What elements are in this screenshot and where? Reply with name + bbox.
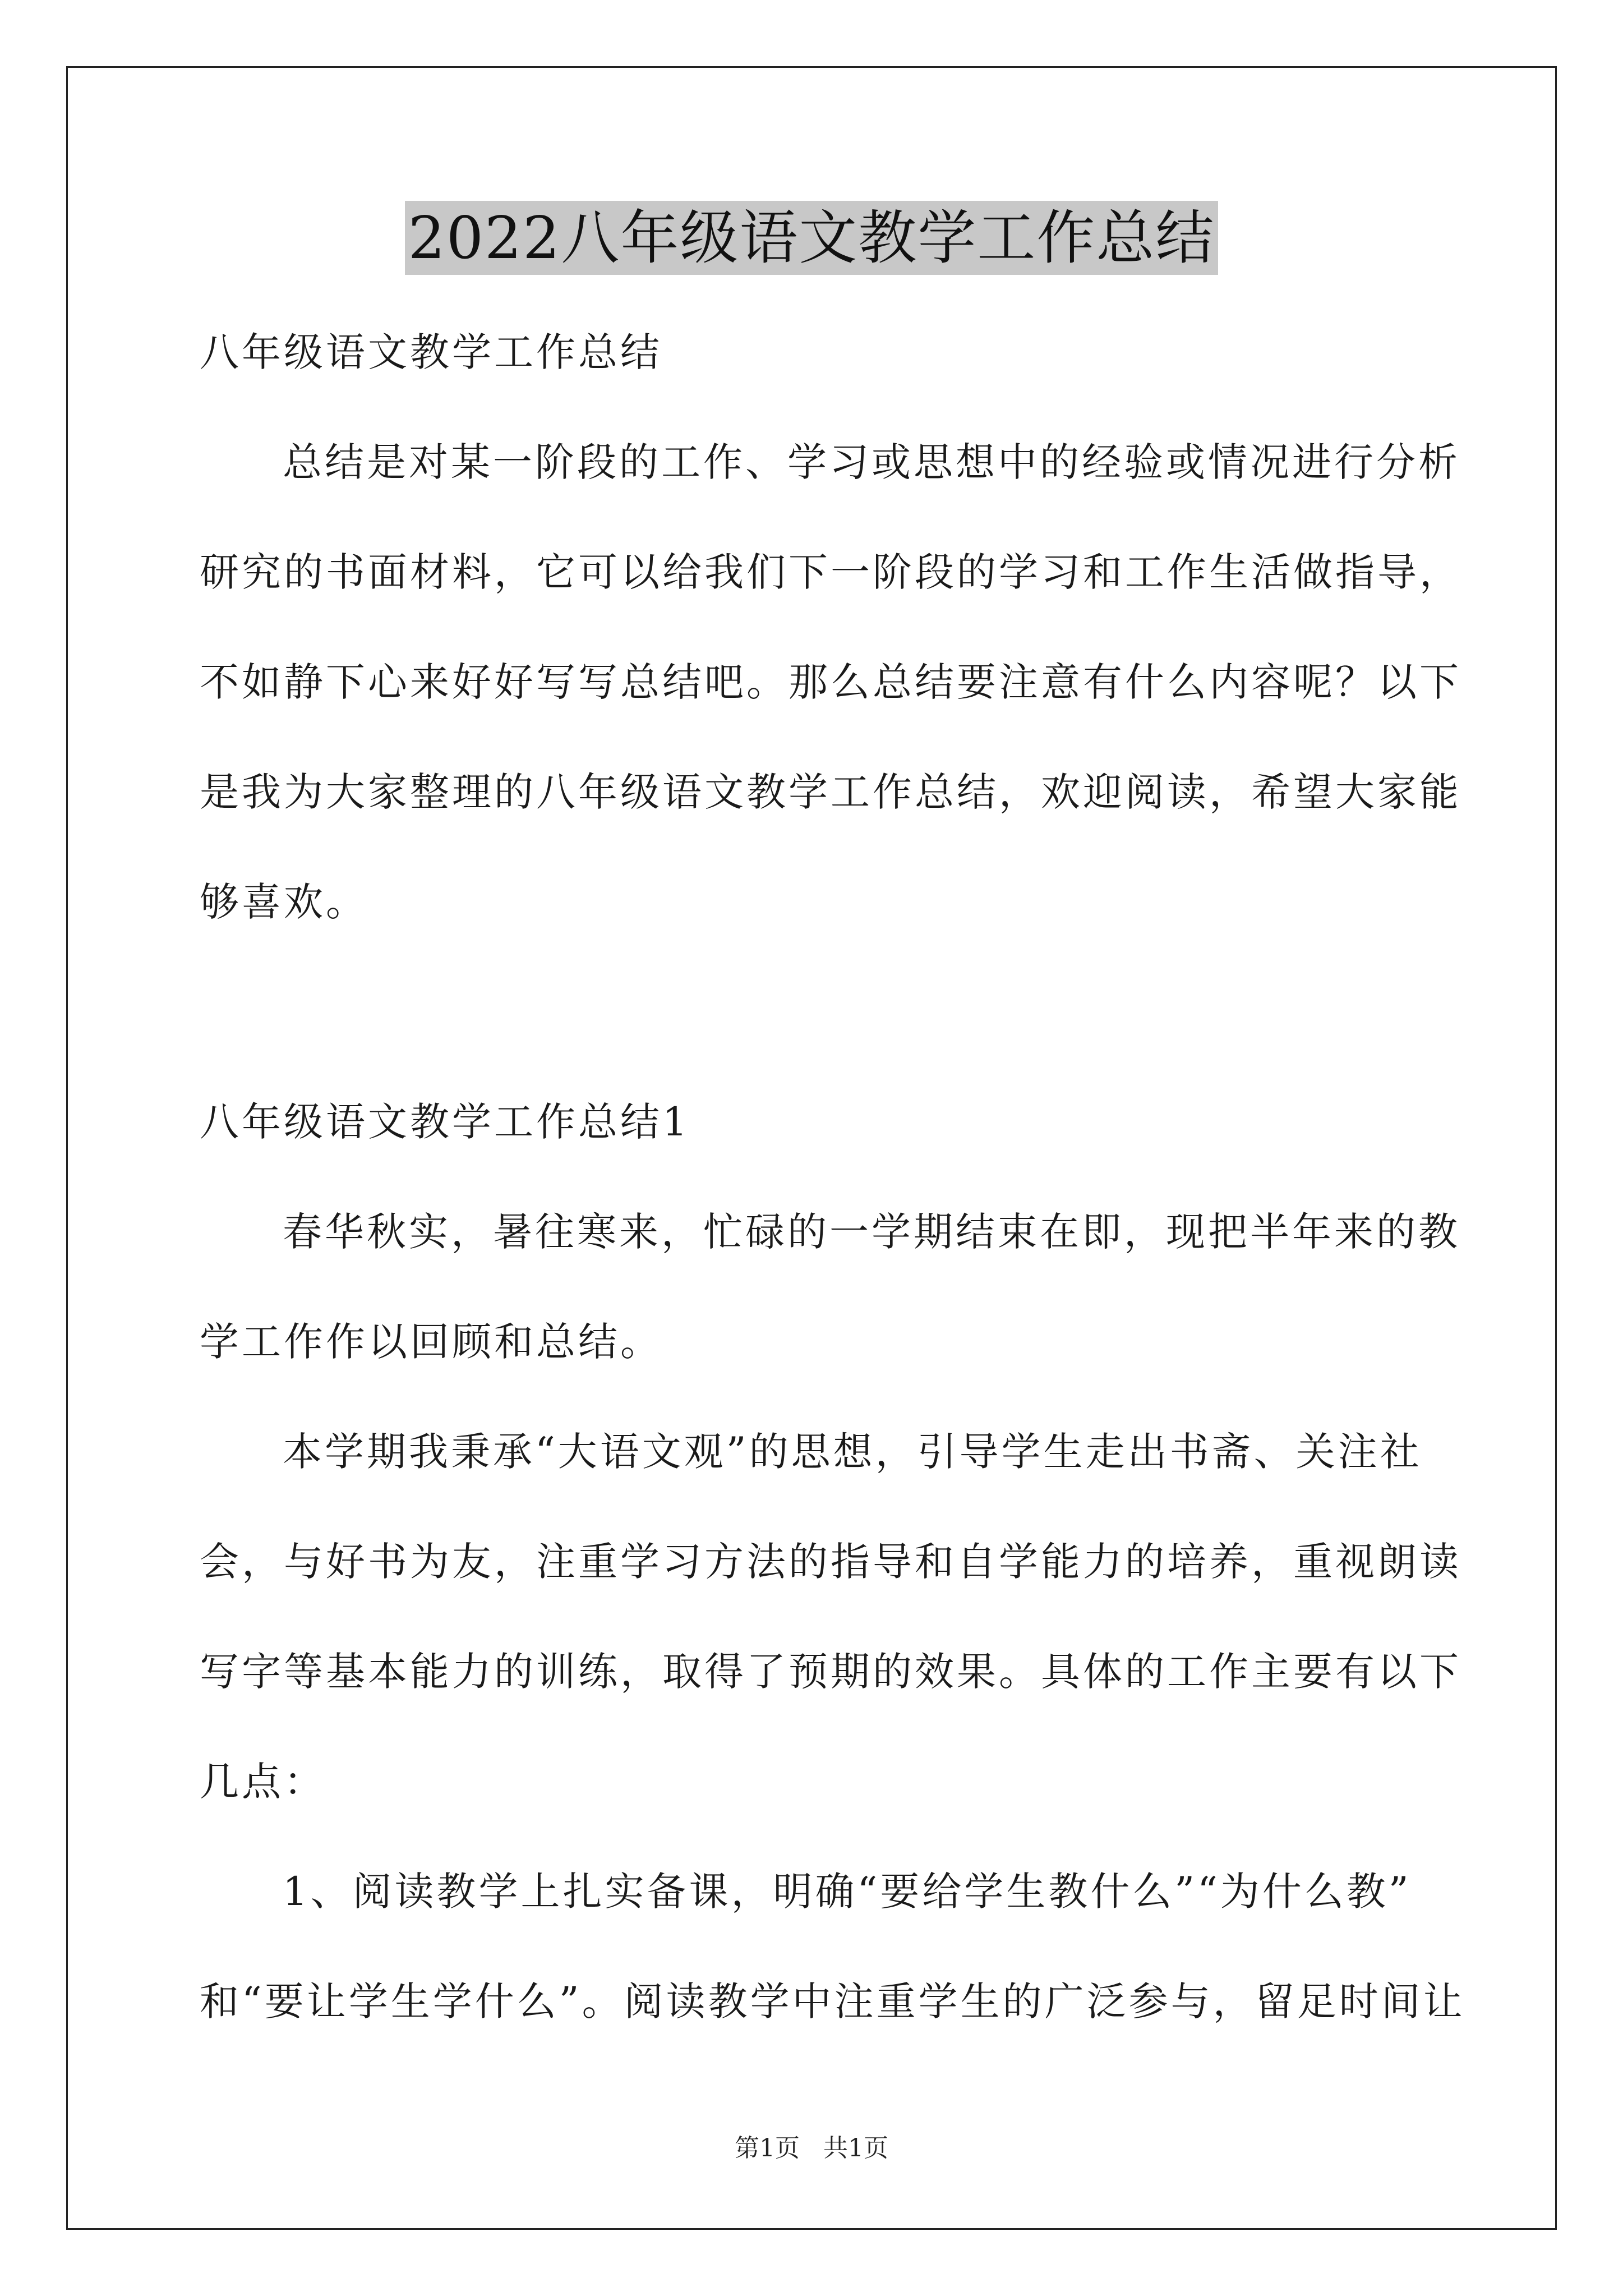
paragraph-line: 写字等基本能力的训练，取得了预期的效果。具体的工作主要有以下 xyxy=(200,1649,1461,1695)
paragraph-line: 总结是对某一阶段的工作、学习或思想中的经验或情况进行分析 xyxy=(283,439,1460,485)
paragraph-gap xyxy=(200,957,1433,1067)
section-heading: 八年级语文教学工作总结1 xyxy=(200,1099,690,1145)
document-title: 2022八年级语文教学工作总结 xyxy=(405,201,1219,275)
page-footer xyxy=(0,2132,1623,2165)
page-total: 共1页 xyxy=(823,2134,888,2162)
paragraph-line: 学工作作以回顾和总结。 xyxy=(200,1319,662,1365)
paragraph-line: 研究的书面材料，它可以给我们下一阶段的学习和工作生活做指导， xyxy=(200,549,1461,595)
paragraph-line: 够喜欢。 xyxy=(200,879,368,925)
paragraph-line: 不如静下心来好好写写总结吧。那么总结要注意有什么内容呢？以下 xyxy=(200,659,1461,705)
paragraph-line: 几点： xyxy=(200,1759,326,1805)
paragraph-line: 春华秋实，暑往寒来，忙碌的一学期结束在即，现把半年来的教 xyxy=(283,1209,1460,1255)
paragraph-line: 1、阅读教学上扎实备课，明确“要给学生教什么”“为什么教” xyxy=(283,1869,1412,1915)
section-heading: 八年级语文教学工作总结 xyxy=(200,329,662,375)
paragraph-line: 和“要让学生学什么”。阅读教学中注重学生的广泛参与，留足时间让 xyxy=(200,1978,1465,2024)
paragraph-line: 本学期我秉承“大语文观”的思想，引导学生走出书斋、关注社 xyxy=(283,1429,1422,1475)
title-container xyxy=(0,201,1623,275)
paragraph-line: 是我为大家整理的八年级语文教学工作总结，欢迎阅读，希望大家能 xyxy=(200,769,1461,815)
document-body xyxy=(200,297,1465,2056)
paragraph-line: 会，与好书为友，注重学习方法的指导和自学能力的培养，重视朗读 xyxy=(200,1539,1461,1585)
page-number: 第1页 xyxy=(735,2134,800,2162)
